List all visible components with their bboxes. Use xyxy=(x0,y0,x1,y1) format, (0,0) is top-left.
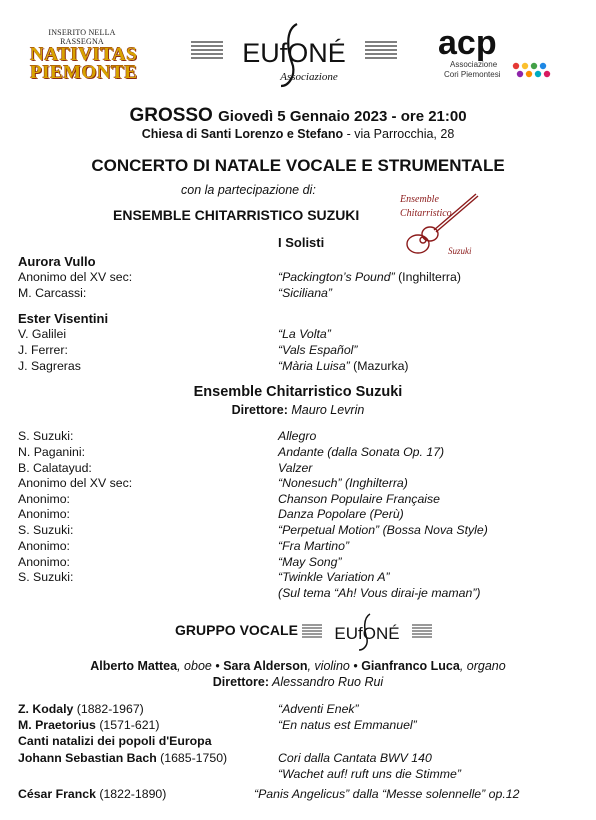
composer-dates: (1822-1890) xyxy=(95,787,167,801)
piece-title: “Nonesuch” (Inghilterra) xyxy=(278,476,408,490)
venue-name: Chiesa di Santi Lorenzo e Stefano xyxy=(141,127,344,141)
piece-title: “Mària Luisa” xyxy=(278,359,350,373)
nativitas-piemonte-logo xyxy=(30,28,138,83)
composer-name: César Franck xyxy=(18,787,96,801)
piece-title: “Perpetual Motion” (Bossa Nova Style) xyxy=(278,523,488,537)
ensemble-logo-line1: Ensemble xyxy=(400,194,439,205)
director-label: Direttore: xyxy=(231,403,288,417)
composer-name: Z. Kodaly xyxy=(18,702,74,716)
piece-note: (Mazurka) xyxy=(349,359,409,373)
piece-title: “Fra Martino” xyxy=(278,539,350,553)
event-place: GROSSO xyxy=(129,105,213,126)
composer-name: Canti natalizi dei popoli d'Europa xyxy=(18,734,212,748)
performer-role: , oboe xyxy=(177,659,212,673)
program-composer: Anonimo: xyxy=(18,539,70,553)
program-composer: J. Sagreras xyxy=(18,359,81,373)
acp-dot xyxy=(526,71,532,77)
vocal-performers xyxy=(0,659,596,673)
acp-color-dots xyxy=(513,63,550,77)
acp-dot xyxy=(535,71,541,77)
program-composer xyxy=(18,787,166,802)
performer-role: , violino xyxy=(307,659,350,673)
acp-dot xyxy=(540,63,546,69)
director-label: Direttore: xyxy=(212,675,270,689)
ensemble-section-title: Ensemble Chitarristico Suzuki xyxy=(193,384,403,400)
performer-name: Gianfranco Luca xyxy=(361,659,460,673)
program-composer: S. Suzuki: xyxy=(18,523,74,537)
piece-title: “La Volta” xyxy=(278,327,331,341)
piece-title: Chanson Populaire Française xyxy=(278,492,441,506)
ensemble-suzuki-logo xyxy=(396,188,484,268)
composer-name: M. Praetorius xyxy=(18,718,96,732)
ensemble-logo-line2: Chitarristico xyxy=(400,208,452,219)
performer-role: , organo xyxy=(459,659,506,673)
piece-title: “Packington’s Pound” xyxy=(278,270,395,284)
ensemble-director xyxy=(0,403,596,417)
program-composer xyxy=(18,751,227,766)
piece-title: Valzer xyxy=(278,461,313,475)
eufone-small-logo-text: EUfONÉ xyxy=(334,624,400,643)
composer-dates: (1571-621) xyxy=(95,718,160,732)
program-piece xyxy=(278,270,461,285)
performer-name: Alberto Mattea xyxy=(90,659,178,673)
soloists-heading: I Solisti xyxy=(278,235,325,250)
piece-title: Cori dalla Cantata BWV 140 xyxy=(278,751,432,765)
program-composer: Anonimo: xyxy=(18,555,70,569)
program-composer: V. Galilei xyxy=(18,327,67,341)
vocal-group-title: GRUPPO VOCALE xyxy=(175,622,298,638)
event-venue xyxy=(0,127,596,141)
piece-title: Andante (dalla Sonata Op. 17) xyxy=(278,445,445,459)
venue-address: - via Parrocchia, 28 xyxy=(343,127,455,141)
program-composer: M. Carcassi: xyxy=(18,286,87,300)
acp-logo xyxy=(432,22,562,84)
event-heading xyxy=(0,105,596,127)
piece-title: “Adventi Enek” xyxy=(278,702,359,716)
acp-dot xyxy=(517,71,523,77)
ensemble-logo-line3: Suzuki xyxy=(448,246,472,256)
piece-title: “Twinkle Variation A” xyxy=(278,570,390,584)
eufone-logo-subtitle: Associazione xyxy=(280,71,338,83)
acp-dot xyxy=(544,71,550,77)
nativitas-line1: NATIVITAS xyxy=(30,44,138,65)
program-composer: Anonimo: xyxy=(18,492,70,506)
concert-title: CONCERTO DI NATALE VOCALE E STRUMENTALE xyxy=(91,156,505,175)
program-composer: S. Suzuki: xyxy=(18,429,74,443)
composer-name: Johann Sebastian Bach xyxy=(18,751,157,765)
director-name: Mauro Levrin xyxy=(287,403,365,417)
performer-name: Sara Alderson xyxy=(223,659,308,673)
ensemble-title: ENSEMBLE CHITARRISTICO SUZUKI xyxy=(113,207,360,223)
program-composer: J. Ferrer: xyxy=(18,343,68,357)
performer-separator: • xyxy=(211,659,224,673)
acp-logo-line1: Associazione xyxy=(450,60,498,69)
nativitas-caption: INSERITO NELLA RASSEGNA xyxy=(48,28,116,46)
acp-logo-line2: Cori Piemontesi xyxy=(444,70,501,79)
program-composer: Anonimo: xyxy=(18,507,70,521)
program-composer: Anonimo del XV sec: xyxy=(18,476,133,490)
performer-separator: • xyxy=(349,659,362,673)
piece-title: “En natus est Emmanuel” xyxy=(278,718,417,732)
program-composer xyxy=(18,718,159,733)
piece-title: “Panis Angelicus” dalla “Messe solennelle” op.12 xyxy=(254,787,520,801)
director-name: Alessandro Ruo Rui xyxy=(269,675,384,689)
composer-dates: (1685-1750) xyxy=(156,751,228,765)
eufone-logo xyxy=(189,20,401,90)
piece-title: “Vals Español” xyxy=(278,343,358,357)
piece-title: (Sul tema “Ah! Vous dirai-je maman”) xyxy=(278,586,481,600)
eufone-small-logo xyxy=(300,612,434,652)
acp-dot xyxy=(522,63,528,69)
program-composer: N. Paganini: xyxy=(18,445,85,459)
program-composer xyxy=(18,702,144,717)
program-composer: B. Calatayud: xyxy=(18,461,92,475)
piece-title: “Siciliana” xyxy=(278,286,332,300)
composer-dates: (1882-1967) xyxy=(73,702,144,716)
piece-title: “Wachet auf! ruft uns die Stimme” xyxy=(278,767,461,781)
program-composer: Anonimo del XV sec: xyxy=(18,270,133,284)
participation-text: con la partecipazione di: xyxy=(181,183,316,197)
vocal-director xyxy=(0,675,596,689)
soloist-name: Aurora Vullo xyxy=(18,254,96,269)
nativitas-line2: PIEMONTE xyxy=(30,62,138,83)
program-piece xyxy=(278,359,409,374)
eufone-logo-text: EUfONÉ xyxy=(242,38,346,68)
acp-logo-text: acp xyxy=(438,24,497,62)
program-composer: S. Suzuki: xyxy=(18,570,74,584)
piece-note: (Inghilterra) xyxy=(394,270,461,284)
piece-title: “May Song” xyxy=(278,555,342,569)
soloist-name: Ester Visentini xyxy=(18,311,109,326)
piece-title: Danza Popolare (Perù) xyxy=(278,507,404,521)
acp-dot xyxy=(513,63,519,69)
piece-title: Allegro xyxy=(278,429,317,443)
acp-dot xyxy=(531,63,537,69)
event-datetime: Giovedì 5 Gennaio 2023 - ore 21:00 xyxy=(218,108,467,125)
